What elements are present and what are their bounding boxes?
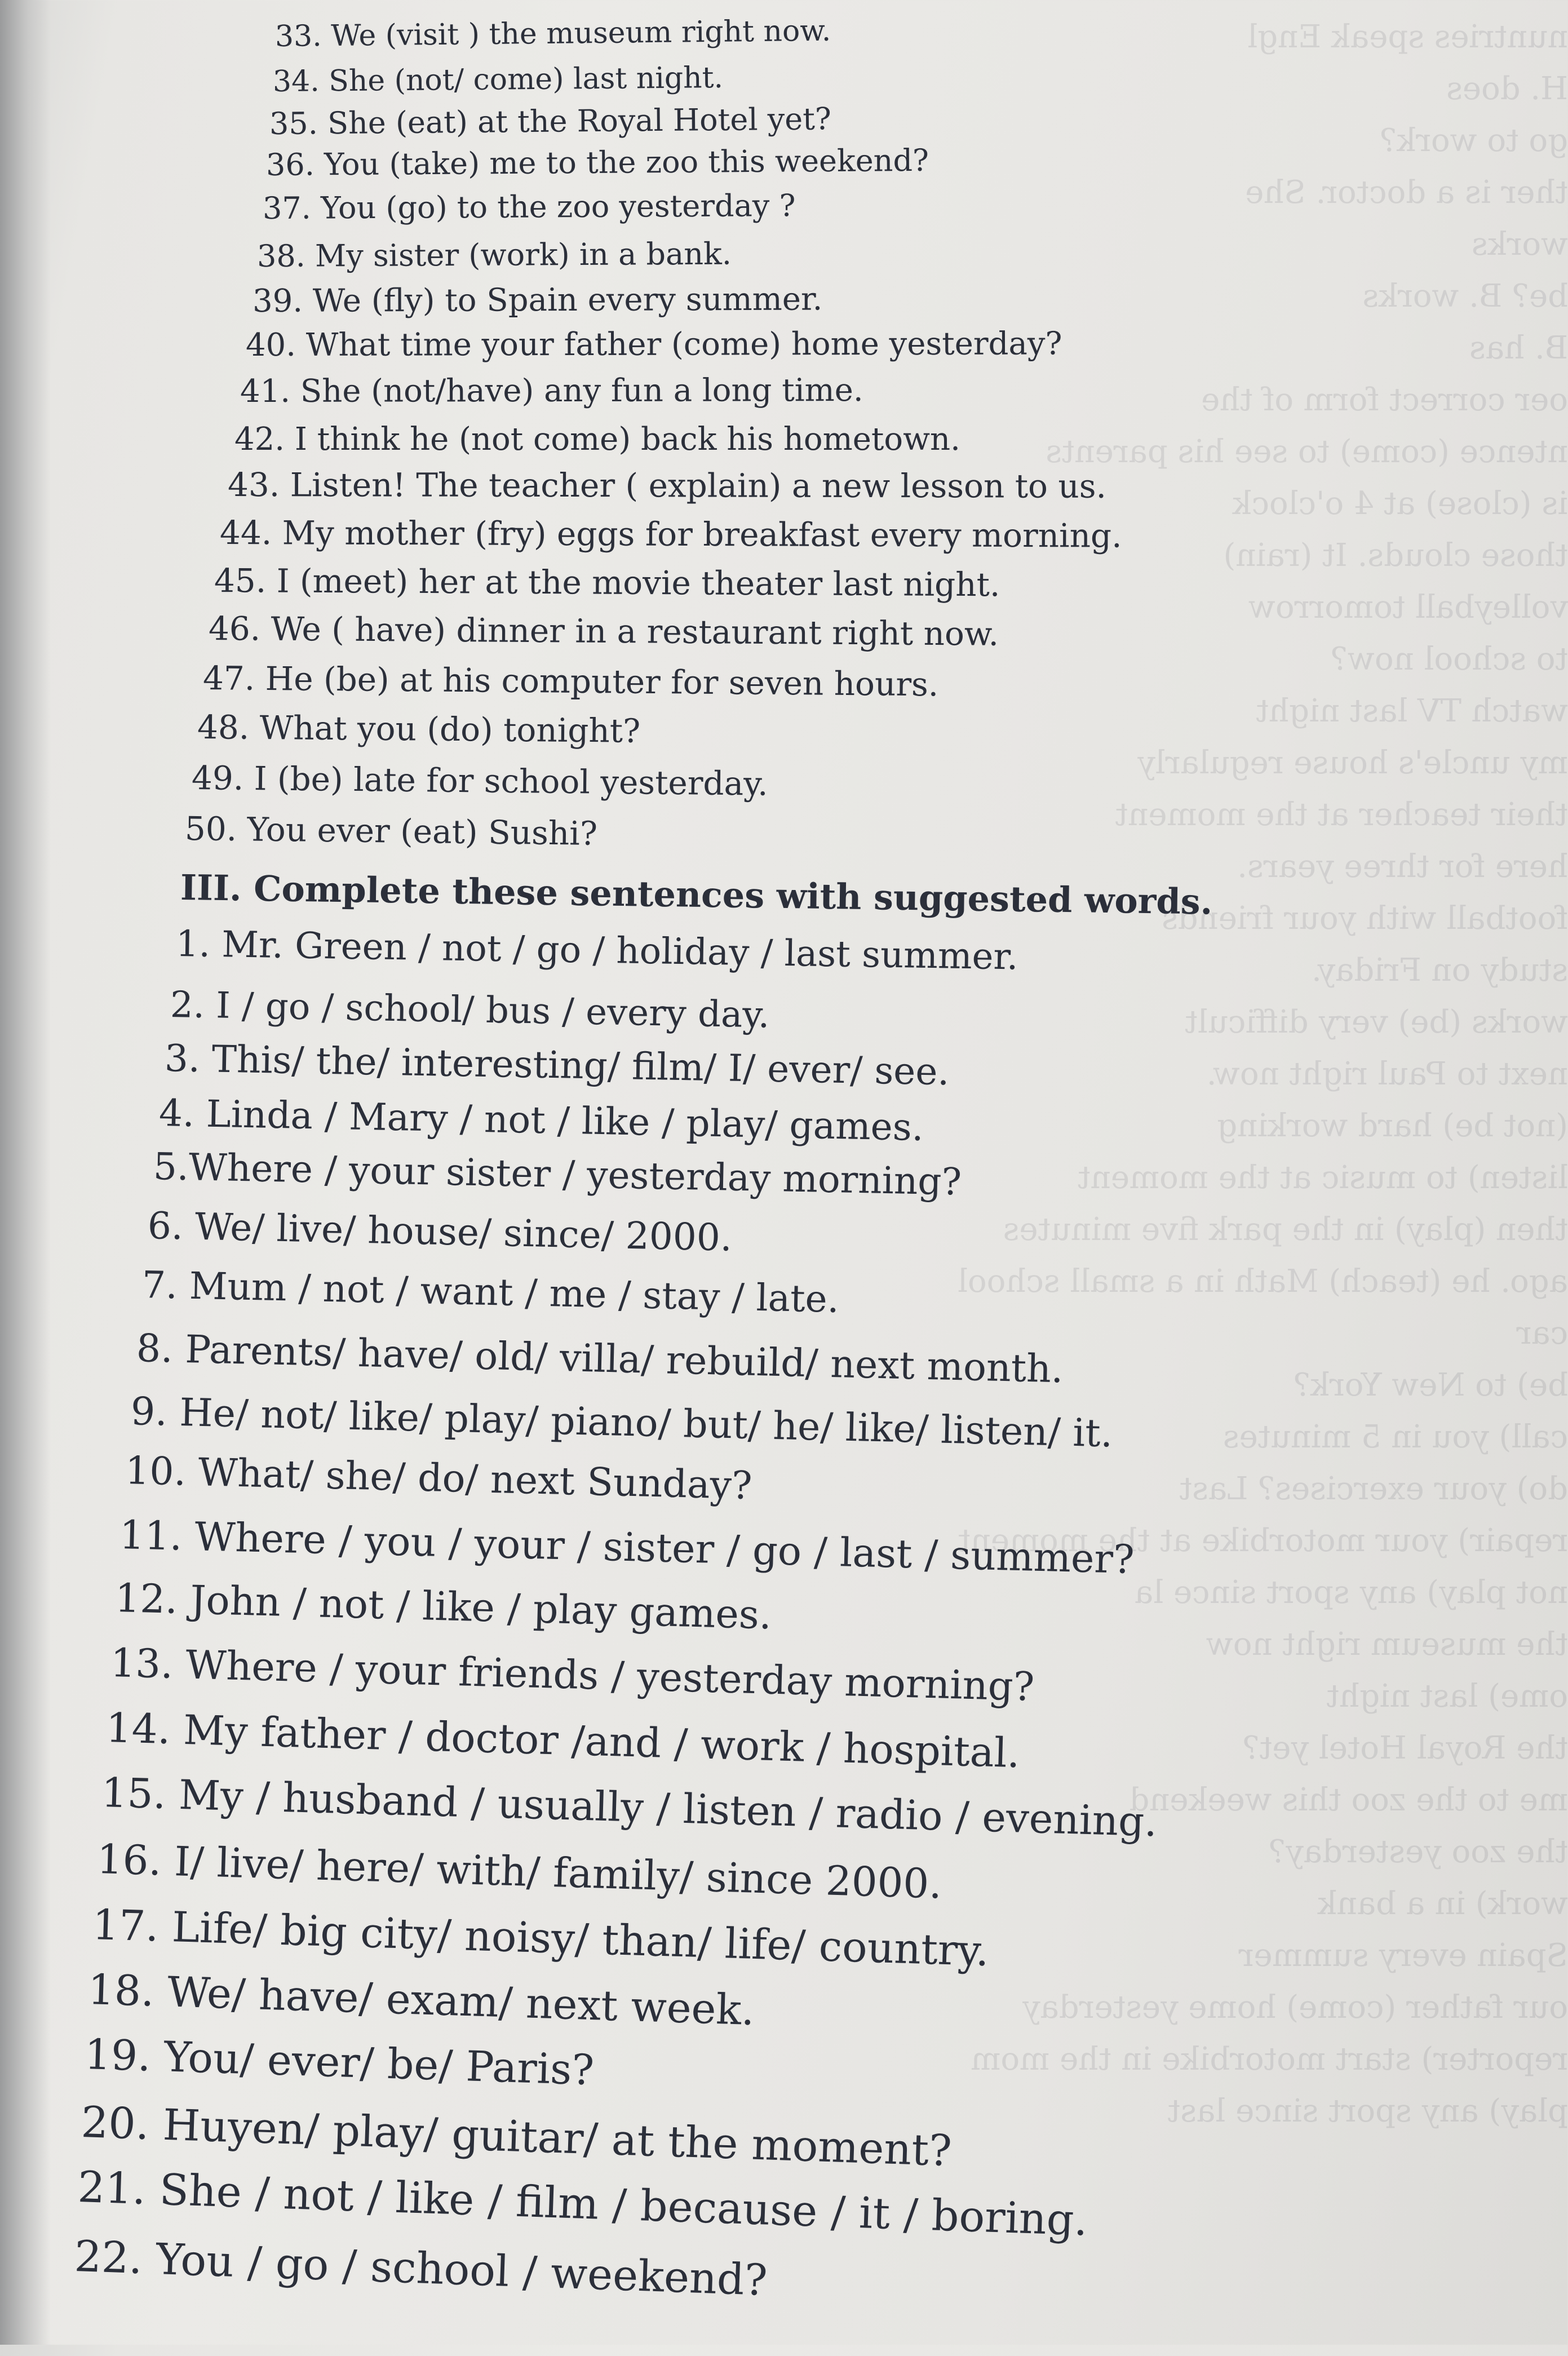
bleed-through-line: volleyball tomorrow [1248, 589, 1568, 626]
bleed-through-line: our father (come) home yesterday [1022, 1989, 1568, 2026]
bleed-through-line: then (play) in the park five minutes [1003, 1211, 1568, 1248]
exercise-3-item: 4. Linda / Mary / not / like / play/ games. [158, 1091, 924, 1150]
exercise-2-item: 36. You (take) me to the zoo this weekend? [265, 142, 929, 183]
exercise-3-item: 2. I / go / school/ bus / every day. [170, 984, 770, 1037]
exercise-2-item: 43. Listen! The teacher ( explain) a new lesson to us. [227, 466, 1107, 506]
exercise-3-item: 12. John / not / like / play games. [114, 1575, 773, 1638]
exercise-2-item: 33. We (visit ) the museum right now. [274, 14, 831, 54]
exercise-2-item: 40. What time your father (come) home yesterday? [245, 325, 1062, 364]
exercise-3-item: 21. She / not / like / film / because / it / boring. [77, 2162, 1089, 2246]
bleed-through-line: their teacher at the moment [1115, 796, 1568, 833]
bleed-through-line: those clouds. It (rain) [1223, 537, 1568, 574]
exercise-2-item: 34. She (not/ come) last night. [272, 61, 724, 99]
bleed-through-line: repair) your motorbike at the moment [958, 1522, 1568, 1559]
exercise-3-item: 18. We/ have/ exam/ next week. [87, 1965, 756, 2035]
bleed-through-line: B. has [1469, 330, 1568, 366]
bleed-through-line: listen) to music at the moment [1078, 1159, 1568, 1196]
exercise-3-item: 9. He/ not/ like/ play/ piano/ but/ he/ like/ listen/ it. [130, 1389, 1114, 1456]
bleed-through-line: do) your exercises? Last [1179, 1471, 1568, 1507]
bleed-through-line: H. does [1446, 70, 1568, 107]
exercise-3-item: 6. We/ live/ house/ since/ 2000. [147, 1204, 733, 1260]
bleed-through-line: here for three years. [1237, 848, 1568, 885]
bleed-through-text [958, 0, 1568, 2356]
exercise-2-item: 45. I (meet) her at the movie theater last night. [214, 561, 1000, 604]
exercise-3-item: 3. This/ the/ interesting/ film/ I/ ever/ see. [164, 1037, 950, 1094]
section-3-heading: III. Complete these sentences with suggested words. [180, 867, 1213, 923]
exercise-3-item: 14. My father / doctor /and / work / hospital. [105, 1704, 1021, 1777]
exercise-2-item: 42. I think he (not come) back his hometown. [234, 421, 960, 458]
exercise-2-item: 41. She (not/have) any fun a long time. [240, 372, 863, 410]
exercise-2-item: 38. My sister (work) in a bank. [256, 236, 732, 274]
bleed-through-line: football with your friends [1162, 900, 1568, 937]
exercise-2-item: 37. You (go) to the zoo yesterday ? [262, 188, 796, 226]
bleed-through-line: (not be) hard working [1217, 1108, 1568, 1144]
bleed-through-line: go to work? [1380, 122, 1568, 159]
exercise-3-item: 17. Life/ big city/ noisy/ than/ life/ country. [91, 1901, 990, 1976]
bleed-through-line: not play) any sport since la [1134, 1574, 1568, 1611]
exercise-2-item: 35. She (eat) at the Royal Hotel yet? [269, 101, 832, 141]
bleed-through-line: ther is a doctor. She [1245, 174, 1568, 211]
exercise-2-item: 47. He (be) at his computer for seven hours. [202, 659, 939, 704]
bleed-through-line: be) to New York? [1293, 1367, 1568, 1403]
bleed-through-line: is (close) at 4 o'clock [1232, 485, 1568, 522]
bleed-through-line: the Royal Hotel yet? [1242, 1730, 1568, 1766]
exercise-3-item: 13. Where / your friends / yesterday morning? [109, 1640, 1035, 1710]
bleed-through-line: the museum right now [1206, 1626, 1568, 1663]
bleed-through-line: ago. he (teach) Math in a small school [958, 1263, 1568, 1300]
bleed-through-line: play) any sport since last [1167, 2093, 1568, 2129]
bleed-through-line: works [1471, 226, 1568, 263]
bleed-through-line: car [1516, 1315, 1568, 1352]
bleed-through-line: watch TV last night [1256, 693, 1568, 729]
bleed-through-line: call) you in 5 minutes [1222, 1419, 1568, 1455]
page-fold-shadow [0, 0, 51, 2345]
bleed-through-line: next to Paul right now. [1206, 1056, 1568, 1092]
bleed-through-line: to school now? [1330, 641, 1568, 677]
bleed-through-line: the zoo yesterday? [1268, 1834, 1568, 1870]
exercise-3-item: 11. Where / you / your / sister / go / last / summer? [118, 1512, 1135, 1583]
exercise-3-item: 7. Mum / not / want / me / stay / late. [141, 1263, 840, 1321]
bleed-through-line: oer correct form of the [1201, 382, 1568, 418]
exercise-2-item: 39. We (fly) to Spain every summer. [252, 281, 823, 320]
exercise-3-item: 1. Mr. Green / not / go / holiday / last summer. [175, 923, 1018, 978]
exercise-3-item: 15. My / husband / usually / listen / radio / evening. [100, 1769, 1158, 1846]
exercise-3-item: 19. You/ ever/ be/ Paris? [83, 2030, 595, 2095]
bleed-through-line: works (be) very difficult [1185, 1004, 1568, 1040]
bleed-through-line: work) in a bank [1317, 1885, 1568, 1922]
exercise-3-item: 5.Where / your sister / yesterday morning? [153, 1145, 962, 1204]
bleed-through-line: Spain every summer [1238, 1937, 1568, 1974]
exercise-3-item: 8. Parents/ have/ old/ villa/ rebuild/ next month. [136, 1326, 1064, 1392]
exercise-2-item: 48. What you (do) tonight? [197, 708, 641, 750]
exercise-2-item: 49. I (be) late for school yesterday. [191, 759, 769, 803]
exercise-3-item: 16. I/ live/ here/ with/ family/ since 2000. [96, 1835, 943, 1908]
exercise-2-item: 46. We ( have) dinner in a restaurant right now. [208, 609, 999, 653]
exercise-3-item: 20. Huyen/ play/ guitar/ at the moment? [80, 2097, 953, 2176]
bleed-through-line: nuntries speak Engl [1247, 19, 1568, 55]
bleed-through-line: reporter) start motorbike in the mom [971, 2041, 1568, 2078]
bleed-through-line: ome) last night [1326, 1678, 1568, 1715]
exercise-2-item: 44. My mother (fry) eggs for breakfast every morning. [219, 513, 1122, 555]
exercise-2-item: 50. You ever (eat) Sushi? [184, 809, 598, 853]
bleed-through-line: ntence (come) to see his parents [1046, 433, 1568, 470]
exercise-3-item: 22. You / go / school / weekend? [73, 2231, 769, 2305]
bleed-through-line: my uncle's house regularly [1137, 745, 1568, 781]
bleed-through-line: be? B. works [1362, 278, 1568, 315]
bleed-through-line: study on Friday. [1312, 952, 1568, 989]
bleed-through-line: me to the zoo this weekend [1129, 1782, 1568, 1818]
exercise-3-item: 10. What/ she/ do/ next Sunday? [125, 1449, 753, 1509]
